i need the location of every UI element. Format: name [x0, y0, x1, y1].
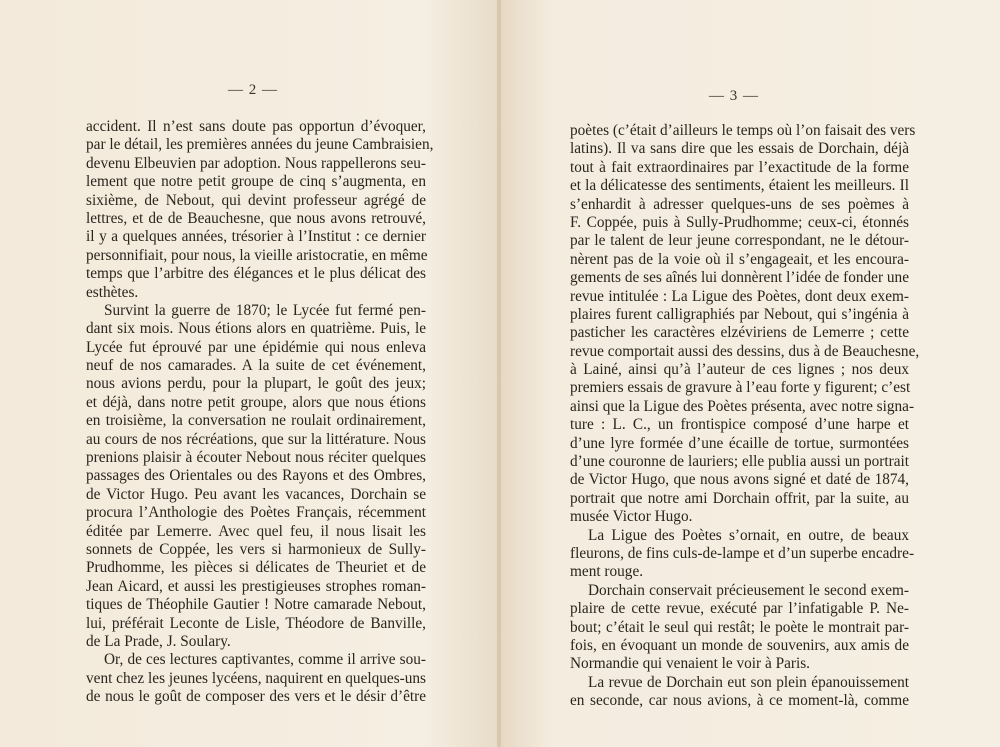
right-page-text-line: fleurons, de fins culs-de-lampe et d’un superbe encadre-	[570, 544, 915, 562]
right-page	[501, 0, 1000, 747]
left-page-text-line: Jean Aicard, et aussi les prestigieuses strophes roman-	[86, 577, 426, 595]
right-page-number: — 3 —	[709, 88, 759, 104]
right-page-text-line: premiers essais de gravure à l’eau forte y figurent; c’est	[570, 379, 911, 397]
right-page-text-line: pasticher les caractères elzéviriens de Lemerre ; cette	[570, 324, 909, 342]
right-page-text-line: poètes (c’était d’ailleurs le temps où l’on faisait des vers	[570, 122, 916, 139]
left-page-text-line: esthètes.	[86, 283, 139, 301]
right-page-text-line: portrait que notre ami Dorchain offrit, par la suite, au	[570, 489, 909, 507]
right-page-text-line: ment rouge.	[570, 563, 644, 581]
left-page-text-line: Or, de ces lectures captivantes, comme il arrive sou-	[104, 651, 426, 669]
left-page-text-line: neuf de nos camarades. A la suite de cet événement,	[86, 357, 426, 375]
left-page-text-line: de Victor Hugo. Peu avant les vacances, Dorchain se	[86, 485, 426, 503]
right-page-text-line: F. Coppée, puis à Sully-Prudhomme; ceux-ci, étonnés	[570, 213, 909, 231]
left-page-text-line: par le détail, les premières années du jeune Cambraisien,	[86, 136, 434, 154]
left-page-text-line: accident. Il n’est sans doute pas opportun d’évoquer,	[86, 118, 426, 135]
right-page-text	[570, 122, 920, 711]
left-page-text-line: sonnets de Coppée, les vers si harmonieux de Sully-	[86, 540, 426, 558]
right-page-text-line: d’une lyre formée d’une écaille de tortue, surmontées	[570, 434, 909, 452]
left-page-text-line: nous avions perdu, pour la plupart, le goût des jeux;	[86, 375, 426, 393]
right-page-text-line: bout; c’était le seul qui restât; le poète le montrait par-	[570, 618, 909, 636]
left-page-text-line: lui, préférait Leconte de Lisle, Théodore de Banville,	[86, 614, 426, 632]
right-page-text-line: s’enhardit à adresser quelques-uns de ses poèmes à	[570, 195, 909, 213]
right-page-text-line: plaires furent calligraphiés par Nebout, qui s’ingénia à	[570, 305, 909, 323]
left-page-text	[86, 118, 434, 707]
right-page-text-line: La Ligue des Poètes s’ornait, en outre, de beaux	[588, 526, 909, 544]
right-page-text-line: d’une couronne de lauriers; elle publia aussi un portrait	[570, 453, 909, 471]
right-page-text-line: Dorchain conservait précieusement le second exem-	[588, 581, 909, 599]
left-page-text-line: Survint la guerre de 1870; le Lycée fut fermé pen-	[104, 301, 426, 319]
left-page-text-line: prenions plaisir à écouter Nebout nous réciter quelques	[86, 449, 426, 467]
right-page-text-line: musée Victor Hugo.	[570, 508, 693, 526]
right-page-text-line: de Victor Hugo, que nous avons signé et daté de 1874,	[570, 471, 909, 489]
right-page-text-line: revue intitulée : La Ligue des Poètes, dont deux exem-	[570, 287, 909, 305]
right-page-text-line: à Lainé, ainsi qu’à l’auteur de ces lignes ; nos deux	[570, 361, 909, 379]
left-page-text-line: temps que l’arbitre des élégances et le plus délicat des	[86, 265, 426, 283]
left-page-text-line: Lycée fut éprouvé par une épidémie qui nous enleva	[86, 338, 426, 356]
right-page-text-line: revue comportait aussi des dessins, dus à de Beauchesne,	[570, 342, 920, 360]
left-page-text-line: dant six mois. Nous étions alors en quatrième. Puis, le	[86, 320, 426, 338]
left-page-text-line: lettres, et de de Beauchesne, que nous avons retrouvé,	[86, 209, 426, 227]
left-page-text-line: de La Prade, J. Soulary.	[86, 632, 231, 650]
left-page-text-line: au cours de nos récréations, que sur la littérature. Nous	[86, 430, 426, 448]
left-page-text-line: en troisième, la conversation ne roulait ordinairement,	[86, 412, 426, 430]
right-page-text-line: gements de ses aînés lui donnèrent l’idée de fonder une	[570, 269, 909, 287]
left-page-text-line: devenu Elbeuvien par adoption. Nous rappellerons seu-	[86, 154, 426, 172]
right-page-text-line: La revue de Dorchain eut son plein épanouissement	[588, 673, 909, 691]
right-page-text-line: ture : L. C., un frontispice composé d’une harpe et	[570, 416, 909, 434]
left-page-text-line: lement que notre petit groupe de cinq s’augmenta, en	[86, 173, 426, 191]
left-page-text-line: vent chez les jeunes lycéens, naquirent en quelques-uns	[86, 669, 426, 687]
left-page-text-line: et déjà, dans notre petit groupe, alors que nous étions	[86, 393, 426, 411]
right-page-text-line: latins). Il va sans dire que les essais de Dorchain, déjà	[570, 140, 909, 158]
left-page-text-line: il y a quelques années, trésorier à l’Institut : ce dernier	[86, 228, 426, 246]
right-page-text-line: ainsi que la Ligue des Poètes présenta, avec notre signa-	[570, 397, 915, 415]
left-page-number: — 2 —	[228, 82, 278, 98]
left-page-text-line: procura l’Anthologie des Poètes Français, récemment	[86, 504, 426, 522]
right-page-text-line: nèrent pas de la voie où il s’engageait, et les encoura-	[570, 250, 909, 268]
left-page-text-line: de nous le goût de composer des vers et le désir d’être	[86, 688, 426, 706]
left-page-text-line: tiques de Théophile Gautier ! Notre camarade Nebout,	[86, 596, 426, 614]
right-page-text-line: en seconde, car nous avions, à ce moment-là, comme	[570, 692, 909, 710]
left-page-text-line: éditée par Lemerre. Avec quel feu, il nous lisait les	[86, 522, 426, 540]
left-page	[0, 0, 499, 747]
right-page-text-line: plaire de cette revue, exécuté par l’infatigable P. Ne-	[570, 600, 909, 618]
left-page-text-line: Prudhomme, les pièces si délicates de Theuriet et de	[86, 559, 426, 577]
right-page-text-line: fois, en évoquant un monde de souvenirs, aux amis de	[570, 636, 909, 654]
right-page-text-line: tout à fait extraordinaires par l’exactitude de la forme	[570, 158, 909, 176]
right-page-text-line: et la délicatesse des sentiments, étaient les meilleurs. Il	[570, 177, 909, 195]
left-page-text-line: passages des Orientales ou des Rayons et des Ombres,	[86, 467, 426, 485]
left-page-text-line: personnifiait, pour nous, la vieille aristocratie, en même	[86, 246, 428, 264]
right-page-text-line: par le talent de leur jeune correspondant, ne le détour-	[570, 232, 909, 250]
left-page-text-line: sixième, de Nebout, qui devint professeur agrégé de	[86, 191, 426, 209]
right-page-text-line: Normandie qui venaient le voir à Paris.	[570, 655, 811, 673]
